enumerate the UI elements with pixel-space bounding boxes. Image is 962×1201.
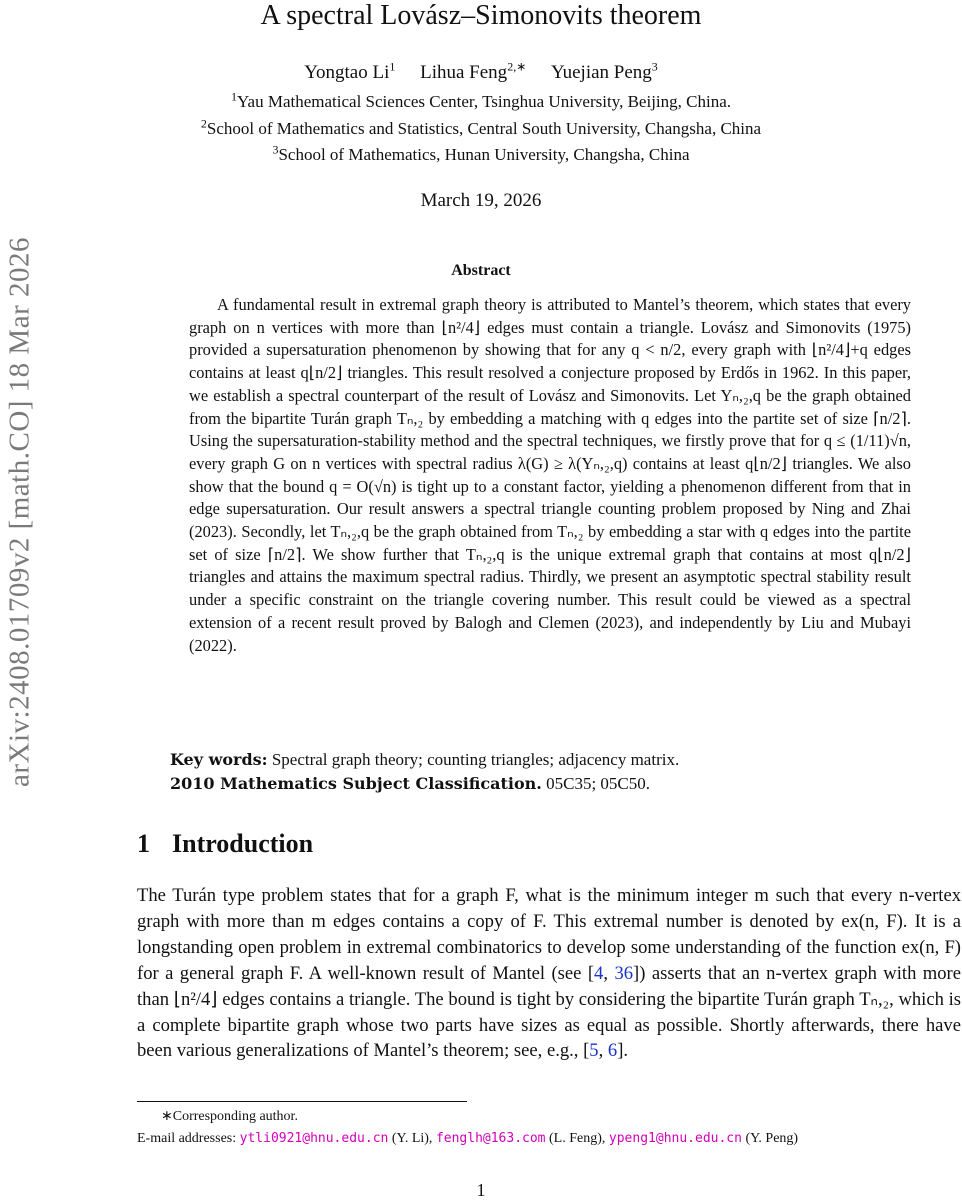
affiliation-1 [0,89,962,112]
citation-link[interactable]: 6 [607,1040,618,1062]
author-name: Lihua Feng [420,62,508,83]
affiliation-text: School of Mathematics and Statistics, Central South University, Changsha, China [206,119,762,138]
email-owner: (Y. Peng) [741,1131,799,1146]
author-mark: 1 [389,59,396,74]
affiliation-mark: 2 [200,116,207,131]
affiliation-text: Yau Mathematical Sciences Center, Tsinghua University, Beijing, China. [236,92,732,111]
citation-separator: , [598,1040,608,1062]
email-owner: (L. Feng), [545,1131,609,1146]
email-owner: (Y. Li), [388,1131,436,1146]
introduction-paragraph [137,883,961,1064]
email-link[interactable]: ypeng1@hnu.edu.cn [608,1131,742,1146]
affiliation-2 [0,116,962,139]
affiliation-mark: 3 [272,142,279,157]
affiliation-mark: 1 [230,89,237,104]
keywords-text: Spectral graph theory; counting triangles; adjacency matrix. [271,750,680,769]
author-name: Yuejian Peng [551,62,652,83]
affiliation-text: School of Mathematics, Hunan University, Changsha, China [278,145,690,164]
msc-line [170,772,930,796]
paper-date: March 19, 2026 [420,190,542,211]
author-list [0,59,962,84]
citation-link[interactable]: 5 [589,1040,599,1062]
footnote-emails [137,1130,962,1148]
intro-text-2: ]) asserts that an n-vertex graph with more than ⌊n²/4⌋ edges contains a triangle. The bound is tight by considering the bipartite Turán graph Tₙ,₂, which is a complete bipartite graph whose two parts have sizes as equal as possible. Shortly afterwards, there have been various generalizations of Mantel’s theorem; see, e.g., [ [137,962,962,1062]
citation-separator: , [603,962,615,984]
email-link[interactable]: fenglh@163.com [435,1131,546,1146]
author-3 [551,59,658,83]
intro-text-1: The Turán type problem states that for a graph F, what is the minimum integer m such that every n-vertex graph with more than m edges contains a copy of F. This extremal number is denoted by ex(n, F). It is a longstanding open problem in extremal combinatorics to develop some understanding of the function ex(n, F) for a general graph F. A well-known result of Mantel (see [ [137,885,961,984]
footnote-rule [137,1101,467,1102]
email-label: E-mail addresses: [137,1131,240,1146]
abstract-body: A fundamental result in extremal graph theory is attributed to Mantel’s theorem, which states that every graph on n vertices with more than ⌊n²/4⌋ edges must contain a triangle. Lovász and Simonovits (1975) provided a supersaturation phenomenon by showing that for any q < n/2, every graph with ⌊n²/4⌋+q edges contains at least q⌊n/2⌋ triangles. This result resolved a conjecture proposed by Erdős in 1962. In this paper, we establish a spectral counterpart of the result of Lovász and Simonovits. Let Yₙ,₂,q be the graph obtained from the bipartite Turán graph Tₙ,₂ by embedding a matching with q edges into the partite set of size ⌈n/2⌉. Using the supersaturation-stability method and the spectral techniques, we firstly prove that for q ≤ (1/11)√n, every graph G on n vertices with spectral radius λ(G) ≥ λ(Yₙ,₂,q) contains at least q⌊n/2⌋ triangles. We also show that the bound q = O(√n) is tight up to a constant factor, yielding a phenomenon different from that in edge supersaturation. Our result answers a spectral triangle counting problem proposed by Ning and Zhai (2023). Secondly, let Tₙ,₂,q be the graph obtained from Tₙ,₂ by embedding a star with q edges into the partite set of size ⌈n/2⌉. We show further that Tₙ,₂,q is the unique extremal graph that contains at most q⌊n/2⌋ triangles and attains the maximum spectral radius. Thirdly, we present an asymptotic spectral stability result under a specific constraint on the triangle covering number. This result could be viewed as a spectral extension of a recent result proved by Balogh and Clemen (2023), and independently by Liu and Mubayi (2022). [189,295,911,655]
author-1 [304,59,396,83]
affiliation-3 [0,142,962,165]
author-mark: 3 [651,59,658,74]
author-2 [420,59,527,83]
intro-text-3: ]. [617,1040,629,1062]
email-link[interactable]: ytli0921@hnu.edu.cn [239,1131,389,1146]
citation-link[interactable]: 36 [614,962,634,984]
section-title: Introduction [172,829,314,858]
citation-link[interactable]: 4 [594,962,604,984]
keywords-line [170,748,930,772]
section-heading [137,829,313,859]
arxiv-identifier: arXiv:2408.01709v2 [math.CO] 18 Mar 2026 [3,237,36,787]
section-number: 1 [137,829,150,858]
paper-title: A spectral Lovász–Simonovits theorem [260,0,702,31]
page-number: 1 [476,1180,486,1200]
author-mark: 2,∗ [507,59,527,74]
msc-text: 05C35; 05C50. [546,774,651,793]
arxiv-sidebar [0,0,40,1200]
author-name: Yongtao Li [304,62,390,83]
msc-label: 2010 Mathematics Subject Classification. [170,774,542,793]
abstract-heading: Abstract [451,262,511,279]
keywords-block [170,748,930,796]
keywords-label: Key words: [170,750,268,769]
footnote-corresponding: ∗Corresponding author. [161,1109,298,1124]
